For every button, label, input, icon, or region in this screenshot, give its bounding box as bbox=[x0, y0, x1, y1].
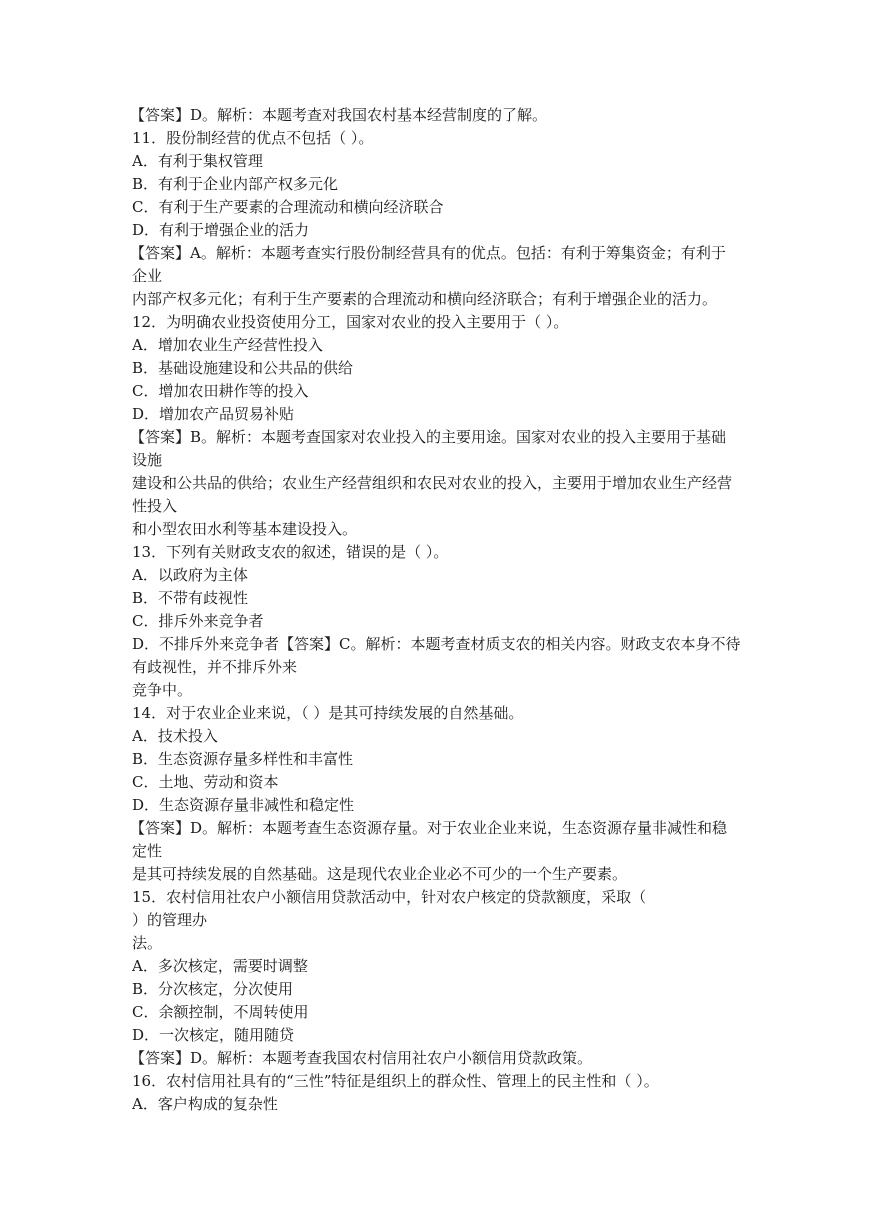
answer-12-cont: 设施 bbox=[132, 451, 163, 469]
option-d-with-answer: D．不排斥外来竞争者【答案】C。解析：本题考查材质支农的相关内容。财政支农本身不待 bbox=[132, 635, 741, 653]
answer-13-cont: 有歧视性，并不排斥外来 bbox=[132, 658, 298, 676]
answer-12-cont: 和小型农田水利等基本建设投入。 bbox=[132, 520, 358, 538]
option-b: B．不带有歧视性 bbox=[132, 589, 249, 607]
option-c: C．有利于生产要素的合理流动和横向经济联合 bbox=[132, 198, 444, 216]
answer-11-cont: 企业 bbox=[132, 267, 163, 285]
answer-12-cont: 建设和公共品的供给；农业生产经营组织和农民对农业的投入，主要用于增加农业生产经营 bbox=[132, 474, 733, 492]
answer-12: 【答案】B。解析：本题考查国家对农业投入的主要用途。国家对农业的投入主要用于基础 bbox=[130, 428, 727, 446]
option-b: B．有利于企业内部产权多元化 bbox=[132, 175, 339, 193]
option-a: A．增加农业生产经营性投入 bbox=[132, 336, 323, 354]
option-c: C．增加农田耕作等的投入 bbox=[132, 382, 309, 400]
answer-11-cont: 内部产权多元化；有利于生产要素的合理流动和横向经济联合；有利于增强企业的活力。 bbox=[132, 290, 718, 308]
answer-10: 【答案】D。解析：本题考查对我国农村基本经营制度的了解。 bbox=[130, 106, 548, 124]
option-a: A．以政府为主体 bbox=[132, 566, 248, 584]
question-16: 16．农村信用社具有的“三性”特征是组织上的群众性、管理上的民主性和（ ）。 bbox=[132, 1072, 659, 1090]
answer-14-cont: 是其可持续发展的自然基础。这是现代农业企业必不可少的一个生产要素。 bbox=[132, 865, 628, 883]
question-15: 15．农村信用社农户小额信用贷款活动中，针对农户核定的贷款额度，采取（ bbox=[132, 888, 647, 906]
answer-13-cont: 竞争中。 bbox=[132, 681, 193, 699]
option-a: A．客户构成的复杂性 bbox=[132, 1095, 278, 1113]
option-d: D．有利于增强企业的活力 bbox=[132, 221, 310, 239]
option-a: A．有利于集权管理 bbox=[132, 152, 263, 170]
option-c: C．排斥外来竞争者 bbox=[132, 612, 264, 630]
question-14: 14．对于农业企业来说，（ ）是其可持续发展的自然基础。 bbox=[132, 704, 524, 722]
option-c: C．余额控制，不周转使用 bbox=[132, 1003, 309, 1021]
answer-14: 【答案】D。解析：本题考查生态资源存量。对于农业企业来说，生态资源存量非减性和稳 bbox=[130, 819, 728, 837]
answer-12-cont: 性投入 bbox=[132, 497, 178, 515]
option-d: D．增加农产品贸易补贴 bbox=[132, 405, 295, 423]
option-b: B．基础设施建设和公共品的供给 bbox=[132, 359, 354, 377]
question-15-cont: 法。 bbox=[132, 934, 163, 952]
option-b: B．生态资源存量多样性和丰富性 bbox=[132, 750, 354, 768]
question-11: 11．股份制经营的优点不包括（ ）。 bbox=[132, 129, 374, 147]
answer-11: 【答案】A。解析：本题考查实行股份制经营具有的优点。包括：有利于筹集资金；有利于 bbox=[130, 244, 726, 262]
option-a: A．多次核定，需要时调整 bbox=[132, 957, 308, 975]
option-a: A．技术投入 bbox=[132, 727, 218, 745]
question-13: 13．下列有关财政支农的叙述，错误的是（ ）。 bbox=[132, 543, 449, 561]
answer-15: 【答案】D。解析：本题考查我国农村信用社农户小额信用贷款政策。 bbox=[130, 1049, 593, 1067]
option-c: C．土地、劳动和资本 bbox=[132, 773, 279, 791]
option-d: D．一次核定，随用随贷 bbox=[132, 1026, 295, 1044]
question-15-cont: ）的管理办 bbox=[132, 911, 208, 929]
question-12: 12．为明确农业投资使用分工，国家对农业的投入主要用于（ ）。 bbox=[132, 313, 569, 331]
answer-14-cont: 定性 bbox=[132, 842, 163, 860]
option-d: D．生态资源存量非减性和稳定性 bbox=[132, 796, 355, 814]
option-b: B．分次核定，分次使用 bbox=[132, 980, 294, 998]
